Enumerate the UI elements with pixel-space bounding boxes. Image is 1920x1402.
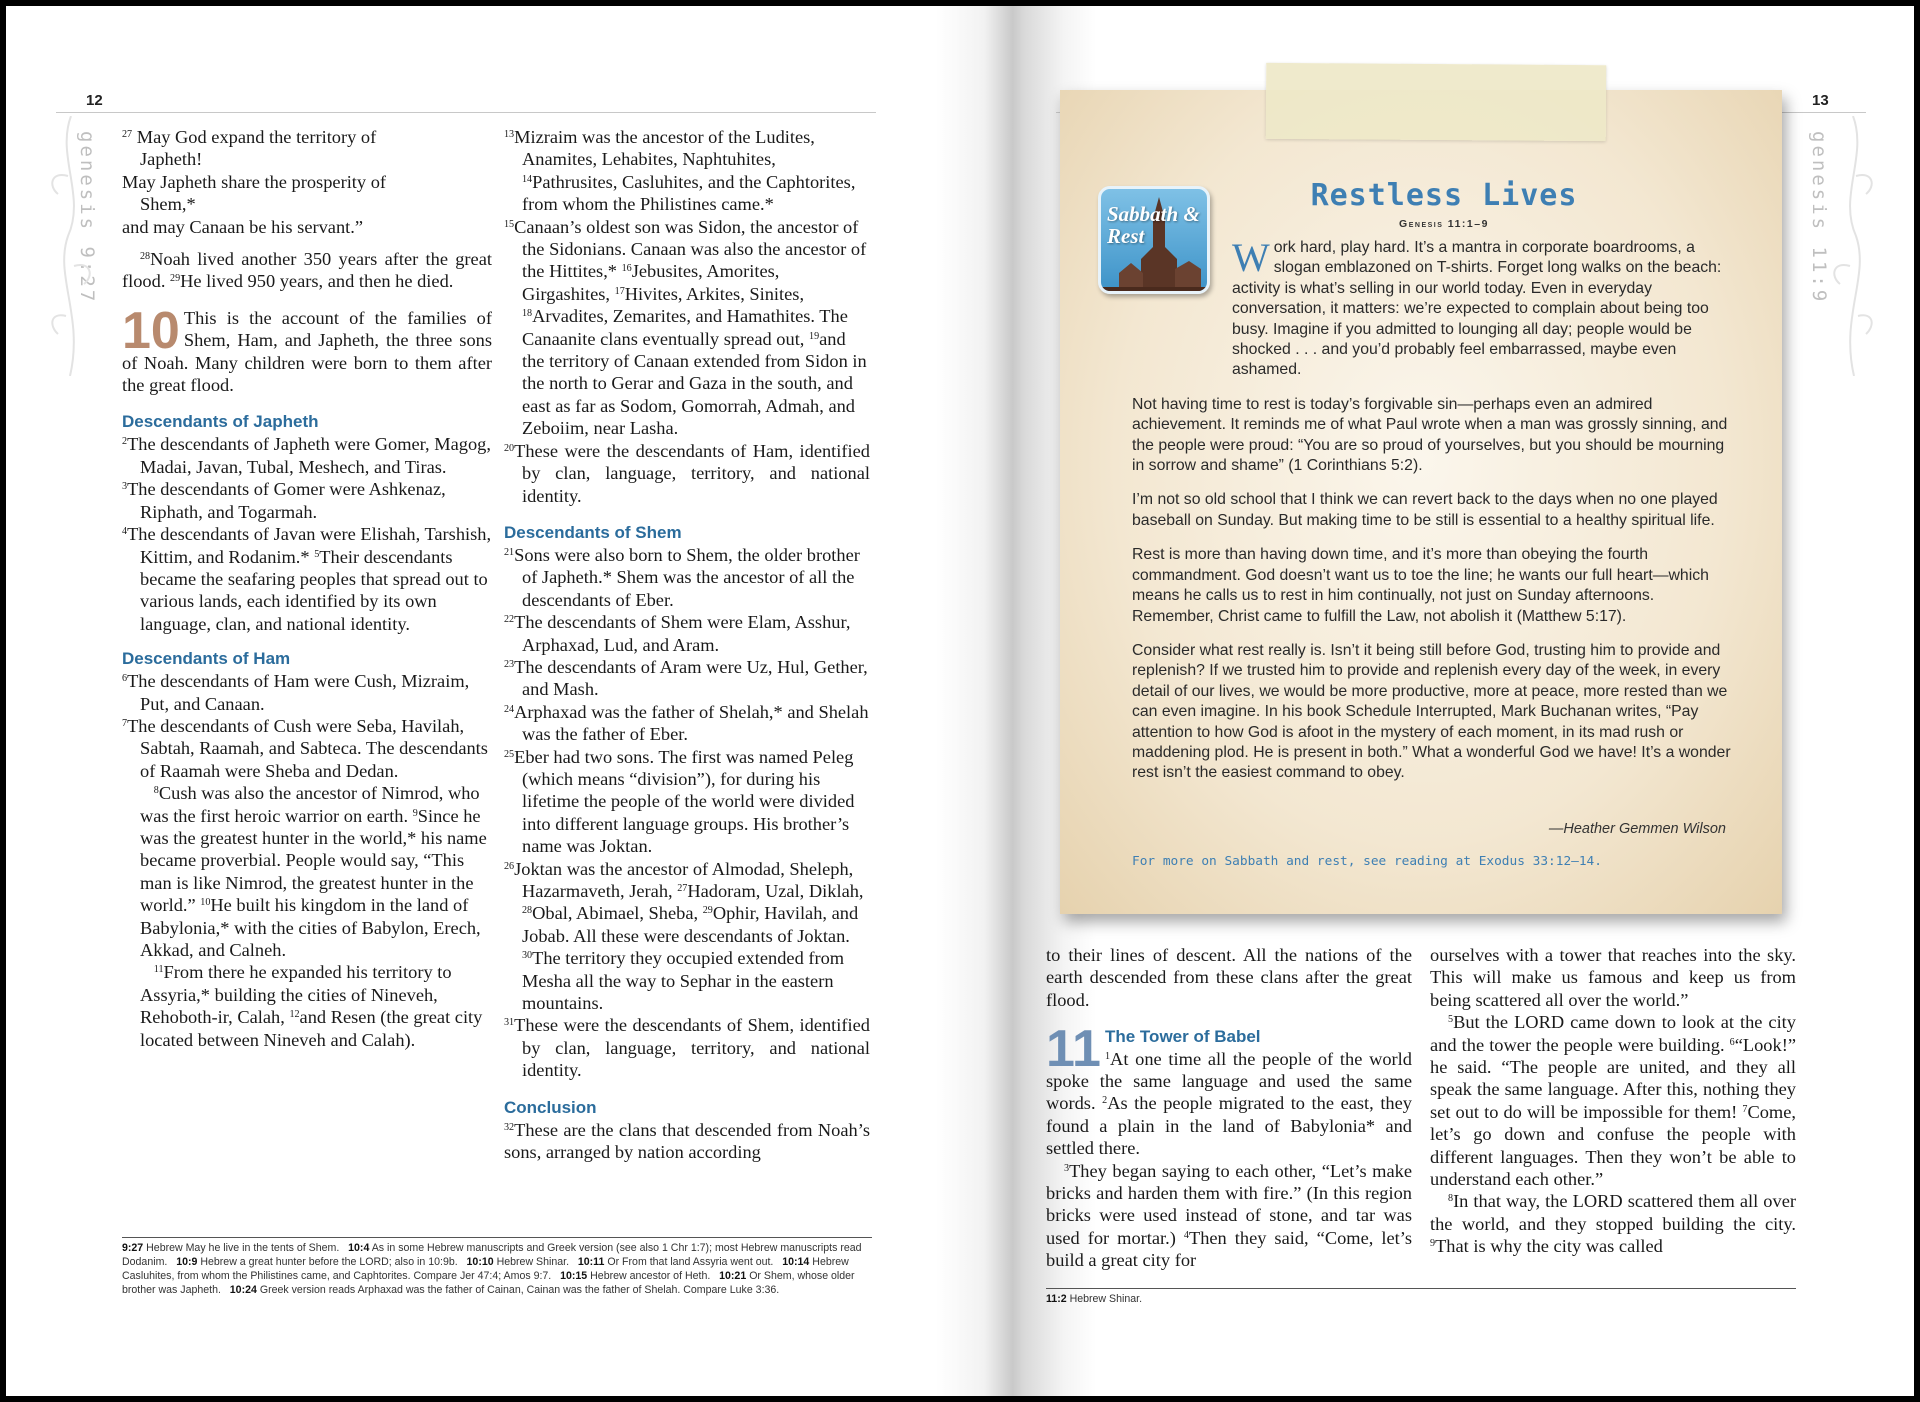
heading-ham: Descendants of Ham <box>122 649 291 669</box>
verse-13: $^{13}$Mizraim was the ancestor of the Ludites, Anamites, Lehabites, Naphtuhites, <box>504 127 815 170</box>
verse-7: $^7$The descendants of Cush were Seba, Havilah, Sabtah, Raamah, and Sabteca. The descendants of Raamah were Sheba and Dedan. <box>122 715 488 781</box>
sidebar-paragraph-3: I’m not so old school that I think we can revert back to the days when no one played baseball on Sunday. But making time to be still is essential to a healthy spiritual life. <box>1132 491 1718 529</box>
sidebar-paragraph-5: Consider what rest really is. Isn’t it being still before God, trusting him to provide and replenish? If we trusted him to provide and replenish every day of the week, in every detail of our lives, we would be more productive, more at peace, more rested than we can even imagine. In his book Schedule Interrupted, Mark Buchanan writes, “Pay attention to how God is afoot in the mystery of each moment, in its mad rush or maddening plod. He is present in both.” What a wonderful God we have! It’s a wonder rest isn’t the easiest command to obey. <box>1132 641 1731 782</box>
verse-15-19: $^{15}$Canaan’s oldest son was Sidon, the ancestor of the Sidonians. Canaan was also the ancestor of the Hittites,* $^{16}$Jebusites, Amorites, Girgashites, $^{17}$Hivites, Arkites, Sinites, $^{18}$Arvadites, Zemarites, and Hamathites. The Canaanite clans eventually spread out, $^{19}$and the territory of Canaan extended from Sidon in the north to Gerar and Gaza in the south, and east as far as Sodom, Gomorrah, Admah, and Zeboiim, near Lasha. <box>504 216 867 439</box>
verse-23: $^{23}$The descendants of Aram were Uz, Hul, Gether, and Mash. <box>504 656 868 700</box>
chapter-number-10: 10 <box>122 301 180 360</box>
verse-24: $^{24}$Arphaxad was the father of Shelah,* and Shelah was the father of Eber. <box>504 701 869 745</box>
verse-26-30: $^{26}$Joktan was the ancestor of Almodad, Sheleph, Hazarmaveth, Jerah, $^{27}$Hadoram, Uzal, Diklah, $^{28}$Obal, Abimael, Sheba, $^{29}$Ophir, Havilah, and Jobab. All these were descendants of Joktan. $^{30}$The territory they occupied extended from Mesha all the way to Sephar in the eastern mountains. <box>504 858 864 1014</box>
heading-shem: Descendants of Shem <box>504 522 682 542</box>
verse-3-4: $^3$They began saying to each other, “Let’s make bricks and harden them with fire.” (In this region bricks were used instead of stone, and tar was used for mortar.) $^4$Then they said, “Come, let’s build a great city for <box>1046 1160 1412 1271</box>
footnotes-right: 11:2 Hebrew Shinar. <box>1046 1288 1796 1306</box>
verse-21: $^{21}$Sons were also born to Shem, the older brother of Japheth.* Shem was the ancestor of all the descendants of Eber. <box>504 544 860 610</box>
verse-8-10: $^8$Cush was also the ancestor of Nimrod, who was the first heroic warrior on earth. $^9$Since he was the greatest hunter in the world,* his name became proverbial. People would say, “This man is like Nimrod, the greatest hunter in the world.” $^{10}$He built his kingdom in the land of Babylonia,* with the cities of Babylon, Erech, Akkad, and Calneh. <box>140 783 487 960</box>
sidebar-reference: Genesis 11:1–9 <box>1399 218 1489 230</box>
book-spread <box>6 6 1914 1396</box>
badge-label: Sabbath & Rest <box>1107 202 1200 248</box>
heading-japheth: Descendants of Japheth <box>122 412 319 432</box>
verse-8-9: $^8$In that way, the LORD scattered them all over the world, and they stopped building the city. $^9$That is why the city was called <box>1430 1191 1796 1257</box>
top-rule-left <box>56 112 876 113</box>
footnotes-left: 9:27 Hebrew May he live in the tents of Shem. 10:4 As in some Hebrew manuscripts and Greek version (see also 1 Chr 1:7); most Hebrew manuscripts read Dodanim. 10:9 Hebrew a great hunter before the LORD; also in 10:9b. 10:10 Hebrew Shinar. 10:11 Or From that land Assyria went out. 10:14 Hebrew Casluhites, from whom the Philistines came, and Caphtorites. Compare Jer 47:4; Amos 9:7. 10:15 Hebrew ancestor of Heth. 10:21 Or Shem, whose older brother was Japheth. 10:24 Greek version reads Arphaxad was the father of Cainan, Cainan was the father of Shelah. Compare Luke 3:36. <box>122 1237 872 1297</box>
verse-27: $^{27}$ May God expand the territory of <box>122 127 377 147</box>
heading-tower-of-babel: The Tower of Babel <box>1104 1027 1261 1047</box>
sidebar-paragraph-2: Not having time to rest is today’s forgivable sin—perhaps even an admired achievement. It reminds me of what Paul wrote when a man was grossly sinning, and the people were proud: “You are so proud of yourselves, but you should be mourning in sorrow and shame” (1 Corinthians 5:2). <box>1132 395 1728 475</box>
chapter-10-intro: 10 This is the account of the families of Shem, Ham, and Japheth, the three sons of Noah. Many children were born to them after the great flood. <box>122 301 492 396</box>
sidebar-body <box>1132 235 1740 798</box>
right-column-2 <box>1430 944 1796 1258</box>
sidebar-cross-reference: For more on Sabbath and rest, see reading at Exodus 33:12–14. <box>1132 854 1602 869</box>
verse-25: $^{25}$Eber had two sons. The first was named Peleg (which means “division”), for during his lifetime the people of the world were divided into different language groups. His brother’s name was Joktan. <box>504 746 855 857</box>
verse-11-12: $^{11}$From there he expanded his territory to Assyria,* building the cities of Nineveh, Rehoboth-ir, Calah, $^{12}$and Resen (the great city located between Nineveh and Calah). <box>140 962 483 1050</box>
right-column-1 <box>1046 944 1412 1272</box>
verse-2: $^2$The descendants of Japheth were Gomer, Magog, Madai, Javan, Tubal, Meshech, and Tiras. <box>122 434 491 477</box>
verse-31: $^{31}$These were the descendants of Shem, identified by clan, language, territory, and national identity. <box>504 1015 870 1081</box>
chapter-11-start: 11 The Tower of Babel $^1$At one time all the people of the world spoke the same language and used the same words. $^2$As the people migrated to the east, they found a plain in the land of Babylonia* and settled there. <box>1046 1020 1412 1159</box>
tape-strip <box>1266 63 1607 141</box>
heading-conclusion: Conclusion <box>504 1097 597 1117</box>
verse-27-line: May Japheth share the prosperity of <box>122 171 387 192</box>
running-head-right: genesis 11:9 <box>1808 131 1830 305</box>
verse-32: $^{32}$These are the clans that descended from Noah’s sons, arranged by nation according <box>504 1119 870 1163</box>
verse-4-5: $^4$The descendants of Javan were Elishah, Tarshish, Kittim, and Rodanim.* $^5$Their descendants became the seafaring peoples that spread out to various lands, each identified by its own language, clan, and national identity. <box>122 524 492 634</box>
sidebar-signature: —Heather Gemmen Wilson <box>1548 821 1726 837</box>
running-head-left: genesis 9:27 <box>76 131 98 305</box>
verse-27-line: Japheth! <box>140 149 203 170</box>
vine-ornament-right <box>1828 116 1878 376</box>
sidebar-title: Restless Lives <box>1310 178 1578 213</box>
left-column-1 <box>122 126 492 1051</box>
verse-3: $^3$The descendants of Gomer were Ashkenaz, Riphath, and Togarmah. <box>122 479 446 522</box>
chapter-number-11: 11 <box>1046 1020 1101 1079</box>
verse-4-continuation: ourselves with a tower that reaches into the sky. This will make us famous and keep us from being scattered all over the world.” <box>1430 945 1796 1010</box>
verse-5-7: $^5$But the LORD came down to look at the city and the tower the people were building. $^6$“Look!” he said. “The people are united, and they all speak the same language. After this, nothing they set out to do will be impossible for them! $^7$Come, let’s go down and confuse the people with different languages. Then they won’t be able to understand each other.” <box>1430 1012 1796 1190</box>
verse-6: $^6$The descendants of Ham were Cush, Mizraim, Put, and Canaan. <box>122 671 470 714</box>
left-column-2 <box>504 126 870 1163</box>
drop-cap: W <box>1232 235 1270 280</box>
sidebar-paragraph-1: Work hard, play hard. It’s a mantra in corporate boardrooms, a slogan emblazoned on T-shirts. Forget long walks on the beach: activity is what’s selling in our world today. Even in everyday conversation, it matters: we’re expected to complain about being too busy. Imagine if you admitted to lounging all day; people would be shocked . . . and you’d probably feel embarrassed, maybe even ashamed. <box>1232 235 1722 379</box>
verse-28-29: $^{28}$Noah lived another 350 years after the great flood. $^{29}$He lived 950 years, and then he died. <box>122 249 492 292</box>
page-number-left: 12 <box>86 92 103 109</box>
verse-27-line: Shem,* <box>140 194 196 215</box>
verse-22: $^{22}$The descendants of Shem were Elam, Asshur, Arphaxad, Lud, and Aram. <box>504 612 851 655</box>
page-number-right: 13 <box>1812 92 1829 109</box>
chapter-10-continuation: to their lines of descent. All the nations of the earth descended from these clans after the great flood. <box>1046 945 1412 1010</box>
sidebar-paragraph-4: Rest is more than having down time, and it’s more than obeying the fourth commandment. God doesn’t want us to toe the line; he wants our full heart—which means he calls us to rest in him continually, not just on Sunday afternoons. Remember, Christ came to fulfill the Law, not abolish it (Matthew 5:17). <box>1132 546 1709 625</box>
verse-20: $^{20}$These were the descendants of Ham, identified by clan, language, territory, and national identity. <box>504 440 870 506</box>
verse-14: $^{14}$Pathrusites, Casluhites, and the Caphtorites, from whom the Philistines came.* <box>522 171 856 215</box>
vine-ornament-left <box>46 116 96 376</box>
verse-27-line: and may Canaan be his servant.” <box>122 216 364 237</box>
